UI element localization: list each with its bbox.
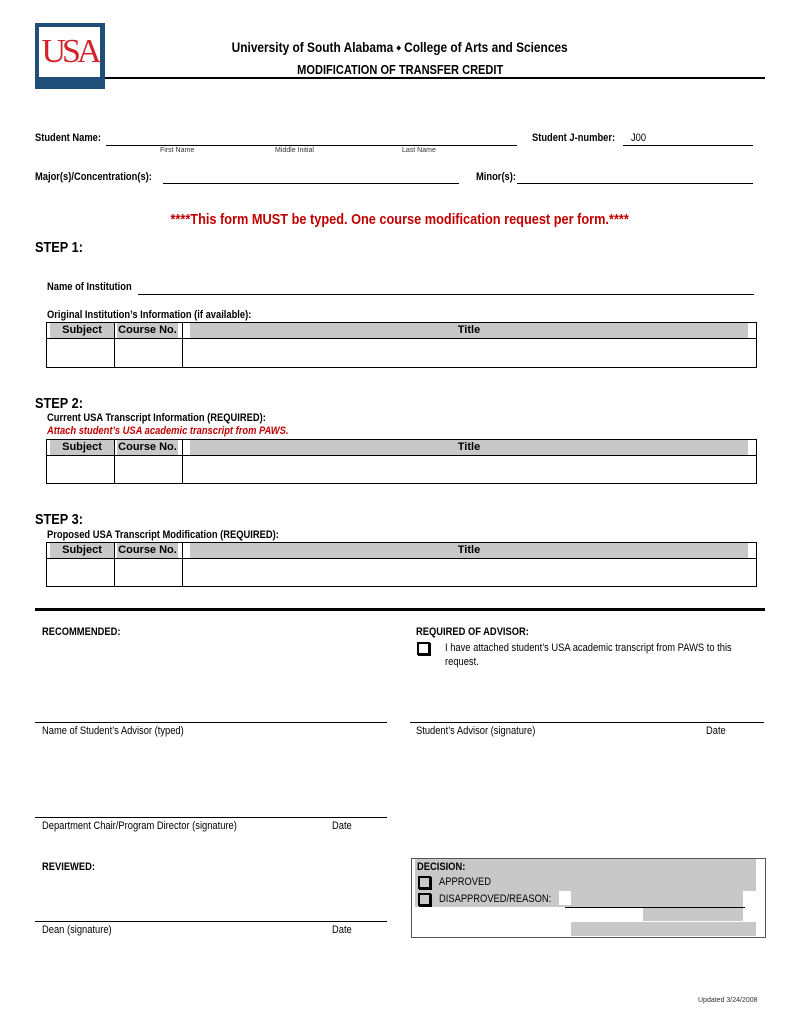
step2-title: STEP 2: bbox=[35, 395, 83, 412]
jnumber-label: Student J-number: bbox=[532, 132, 616, 144]
institution-field[interactable] bbox=[138, 294, 754, 295]
checkbox-text-cont: request. bbox=[445, 656, 479, 668]
title-header: Title bbox=[190, 543, 748, 558]
proposed-info-label: Proposed USA Transcript Modification (REQUIRED): bbox=[47, 529, 279, 541]
chair-signature-caption: Department Chair/Program Director (signature) bbox=[42, 820, 237, 832]
decision-label: DECISION: bbox=[417, 861, 466, 873]
form-title: MODIFICATION OF TRANSFER CREDIT bbox=[296, 62, 504, 77]
section-divider bbox=[35, 608, 765, 611]
advisor-signature-field[interactable] bbox=[410, 722, 764, 723]
advisor-name-caption: Name of Student’s Advisor (typed) bbox=[42, 725, 184, 737]
original-info-label: Original Institution’s Information (if available): bbox=[47, 309, 252, 321]
subject-header: Subject bbox=[50, 323, 114, 338]
reviewed-label: REVIEWED: bbox=[42, 861, 95, 873]
transcript-attached-checkbox[interactable] bbox=[417, 640, 438, 658]
minor-label: Minor(s): bbox=[476, 171, 516, 183]
student-name-field[interactable] bbox=[106, 145, 517, 146]
advisor-required-label: REQUIRED OF ADVISOR: bbox=[416, 626, 529, 638]
updated-date: Updated 3/24/2008 bbox=[698, 997, 758, 1004]
table-row[interactable] bbox=[47, 456, 756, 483]
dean-signature-caption: Dean (signature) bbox=[42, 924, 112, 936]
attach-note: Attach student’s USA academic transcript from PAWS. bbox=[47, 425, 289, 437]
jnumber-field[interactable]: J00 bbox=[631, 132, 647, 144]
chair-date-caption: Date bbox=[332, 820, 352, 832]
advisor-name-field[interactable] bbox=[35, 722, 387, 723]
recommended-label: RECOMMENDED: bbox=[42, 626, 121, 638]
reason-field[interactable] bbox=[565, 907, 745, 908]
decision-box bbox=[411, 858, 766, 938]
typed-notice: ****This form MUST be typed. One course modification request per form.**** bbox=[170, 211, 630, 228]
student-name-label: Student Name: bbox=[35, 132, 101, 144]
last-name-caption: Last Name bbox=[402, 147, 436, 154]
first-name-caption: First Name bbox=[160, 147, 195, 154]
current-course-table bbox=[46, 439, 757, 484]
step1-title: STEP 1: bbox=[35, 239, 83, 256]
dean-date-caption: Date bbox=[332, 924, 352, 936]
course-header: Course No. bbox=[118, 324, 177, 336]
dean-signature-field[interactable] bbox=[35, 921, 387, 922]
chair-signature-field[interactable] bbox=[35, 817, 387, 818]
step3-title: STEP 3: bbox=[35, 511, 83, 528]
org-heading: University of South Alabama ⬩ College of Arts and Sciences bbox=[231, 39, 569, 55]
major-field[interactable] bbox=[163, 183, 459, 184]
header-rule bbox=[105, 77, 765, 79]
approved-checkbox[interactable]: APPROVED bbox=[418, 876, 500, 889]
disapproved-checkbox[interactable]: DISAPPROVED/REASON: bbox=[418, 893, 571, 906]
proposed-course-table bbox=[46, 542, 757, 587]
current-info-label: Current USA Transcript Information (REQUIRED): bbox=[47, 412, 266, 424]
minor-field[interactable] bbox=[517, 183, 753, 184]
subject-header: Subject bbox=[50, 440, 114, 455]
advisor-date-caption: Date bbox=[706, 725, 726, 737]
table-row[interactable] bbox=[47, 339, 756, 367]
course-header: Course No. bbox=[118, 441, 177, 453]
major-label: Major(s)/Concentration(s): bbox=[35, 171, 152, 183]
institution-label: Name of Institution bbox=[47, 281, 132, 293]
checkbox-text: I have attached student’s USA academic transcript from PAWS to this bbox=[445, 642, 732, 654]
title-header: Title bbox=[190, 440, 748, 455]
middle-initial-caption: Middle Initial bbox=[275, 147, 314, 154]
title-header: Title bbox=[190, 323, 748, 338]
course-header: Course No. bbox=[118, 544, 177, 556]
subject-header: Subject bbox=[50, 543, 114, 558]
advisor-signature-caption: Student’s Advisor (signature) bbox=[416, 725, 536, 737]
usa-logo: USA bbox=[35, 23, 105, 89]
original-course-table bbox=[46, 322, 757, 368]
table-row[interactable] bbox=[47, 559, 756, 586]
